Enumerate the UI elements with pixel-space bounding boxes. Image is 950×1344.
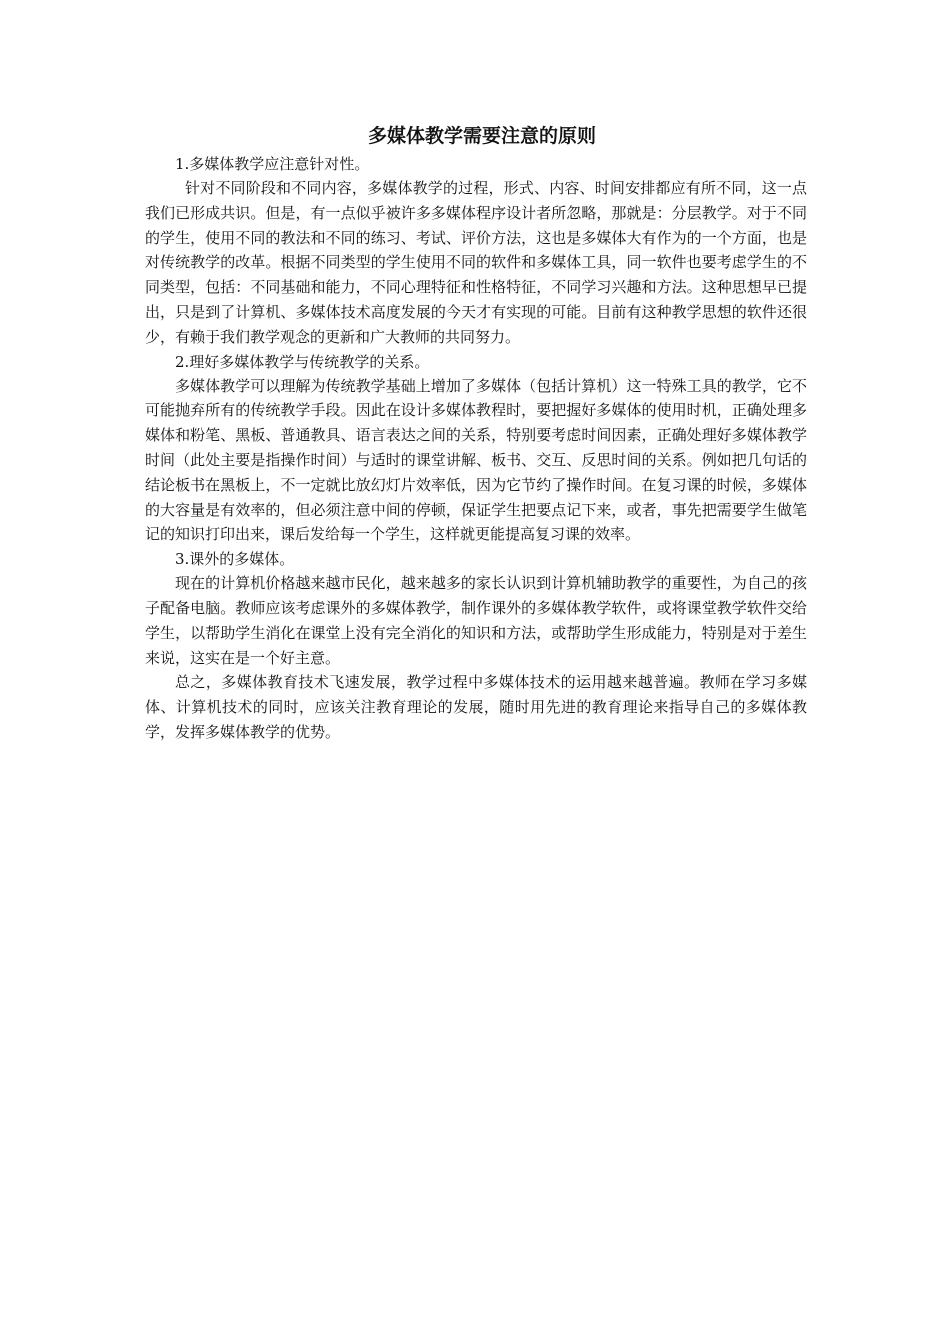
conclusion-paragraph: 总之，多媒体教育技术飞速发展，教学过程中多媒体技术的运用越来越普遍。教师在学习多媒体、计算机技术的同时，应该关注教育理论的发展，随时用先进的教育理论来指导自己的多媒体教学，发挥多媒体教学的优势。 xyxy=(145,673,807,741)
section-heading-3: 3.课外的多媒体。 xyxy=(175,550,295,569)
section-paragraph-3: 现在的计算机价格越来越市民化，越来越多的家长认识到计算机辅助教学的重要性，为自己的孩子配备电脑。教师应该考虑课外的多媒体教学，制作课外的多媒体教学软件，或将课堂教学软件交给学生，以帮助学生消化在课堂上没有完全消化的知识和方法，或帮助学生形成能力，特别是对于差生来说，这实在是一个好主意。 xyxy=(145,574,807,667)
document-title: 多媒体教学需要注意的原则 xyxy=(367,125,596,147)
section-heading-1: 1.多媒体教学应注意针对性。 xyxy=(175,155,370,173)
section-paragraph-2: 多媒体教学可以理解为传统教学基础上增加了多媒体（包括计算机）这一特殊工具的教学，它不可能抛弃所有的传统教学手段。因此在设计多媒体教程时，要把握好多媒体的使用时机，正确处理多媒体和粉笔、黑板、普通教具、语言表达之间的关系，特别要考虑时间因素，正确处理好多媒体教学时间（此处主要是指操作时间）与适时的课堂讲解、板书、交互、反思时间的关系。例如把几句话的结论板书在黑板上，不一定就比放幻灯片效率低，因为它节约了操作时间。在复习课的时候，多媒体的大容量是有效率的，但必须注意中间的停顿，保证学生把要点记下来，或者，事先把需要学生做笔记的知识打印出来，课后发给每一个学生，这样就更能提高复习课的效率。 xyxy=(145,376,807,544)
document-body xyxy=(145,122,807,745)
section-paragraph-1: 针对不同阶段和不同内容，多媒体教学的过程，形式、内容、时间安排都应有所不同，这一点我们已形成共识。但是，有一点似乎被许多多媒体程序设计者所忽略，那就是：分层教学。对于不同的学生，使用不同的教法和不同的练习、考试、评价方法，这也是多媒体大有作为的一个方面，也是对传统教学的改革。根据不同类型的学生使用不同的软件和多媒体工具，同一软件也要考虑学生的不同类型，包括：不同基础和能力，不同心理特征和性格特征，不同学习兴趣和方法。这种思想早已提出，只是到了计算机、多媒体技术高度发展的今天才有实现的可能。目前有这种教学思想的软件还很少，有赖于我们教学观念的更新和广大教师的共同努力。 xyxy=(145,179,807,346)
section-heading-2: 2.理好多媒体教学与传统教学的关系。 xyxy=(175,352,430,371)
